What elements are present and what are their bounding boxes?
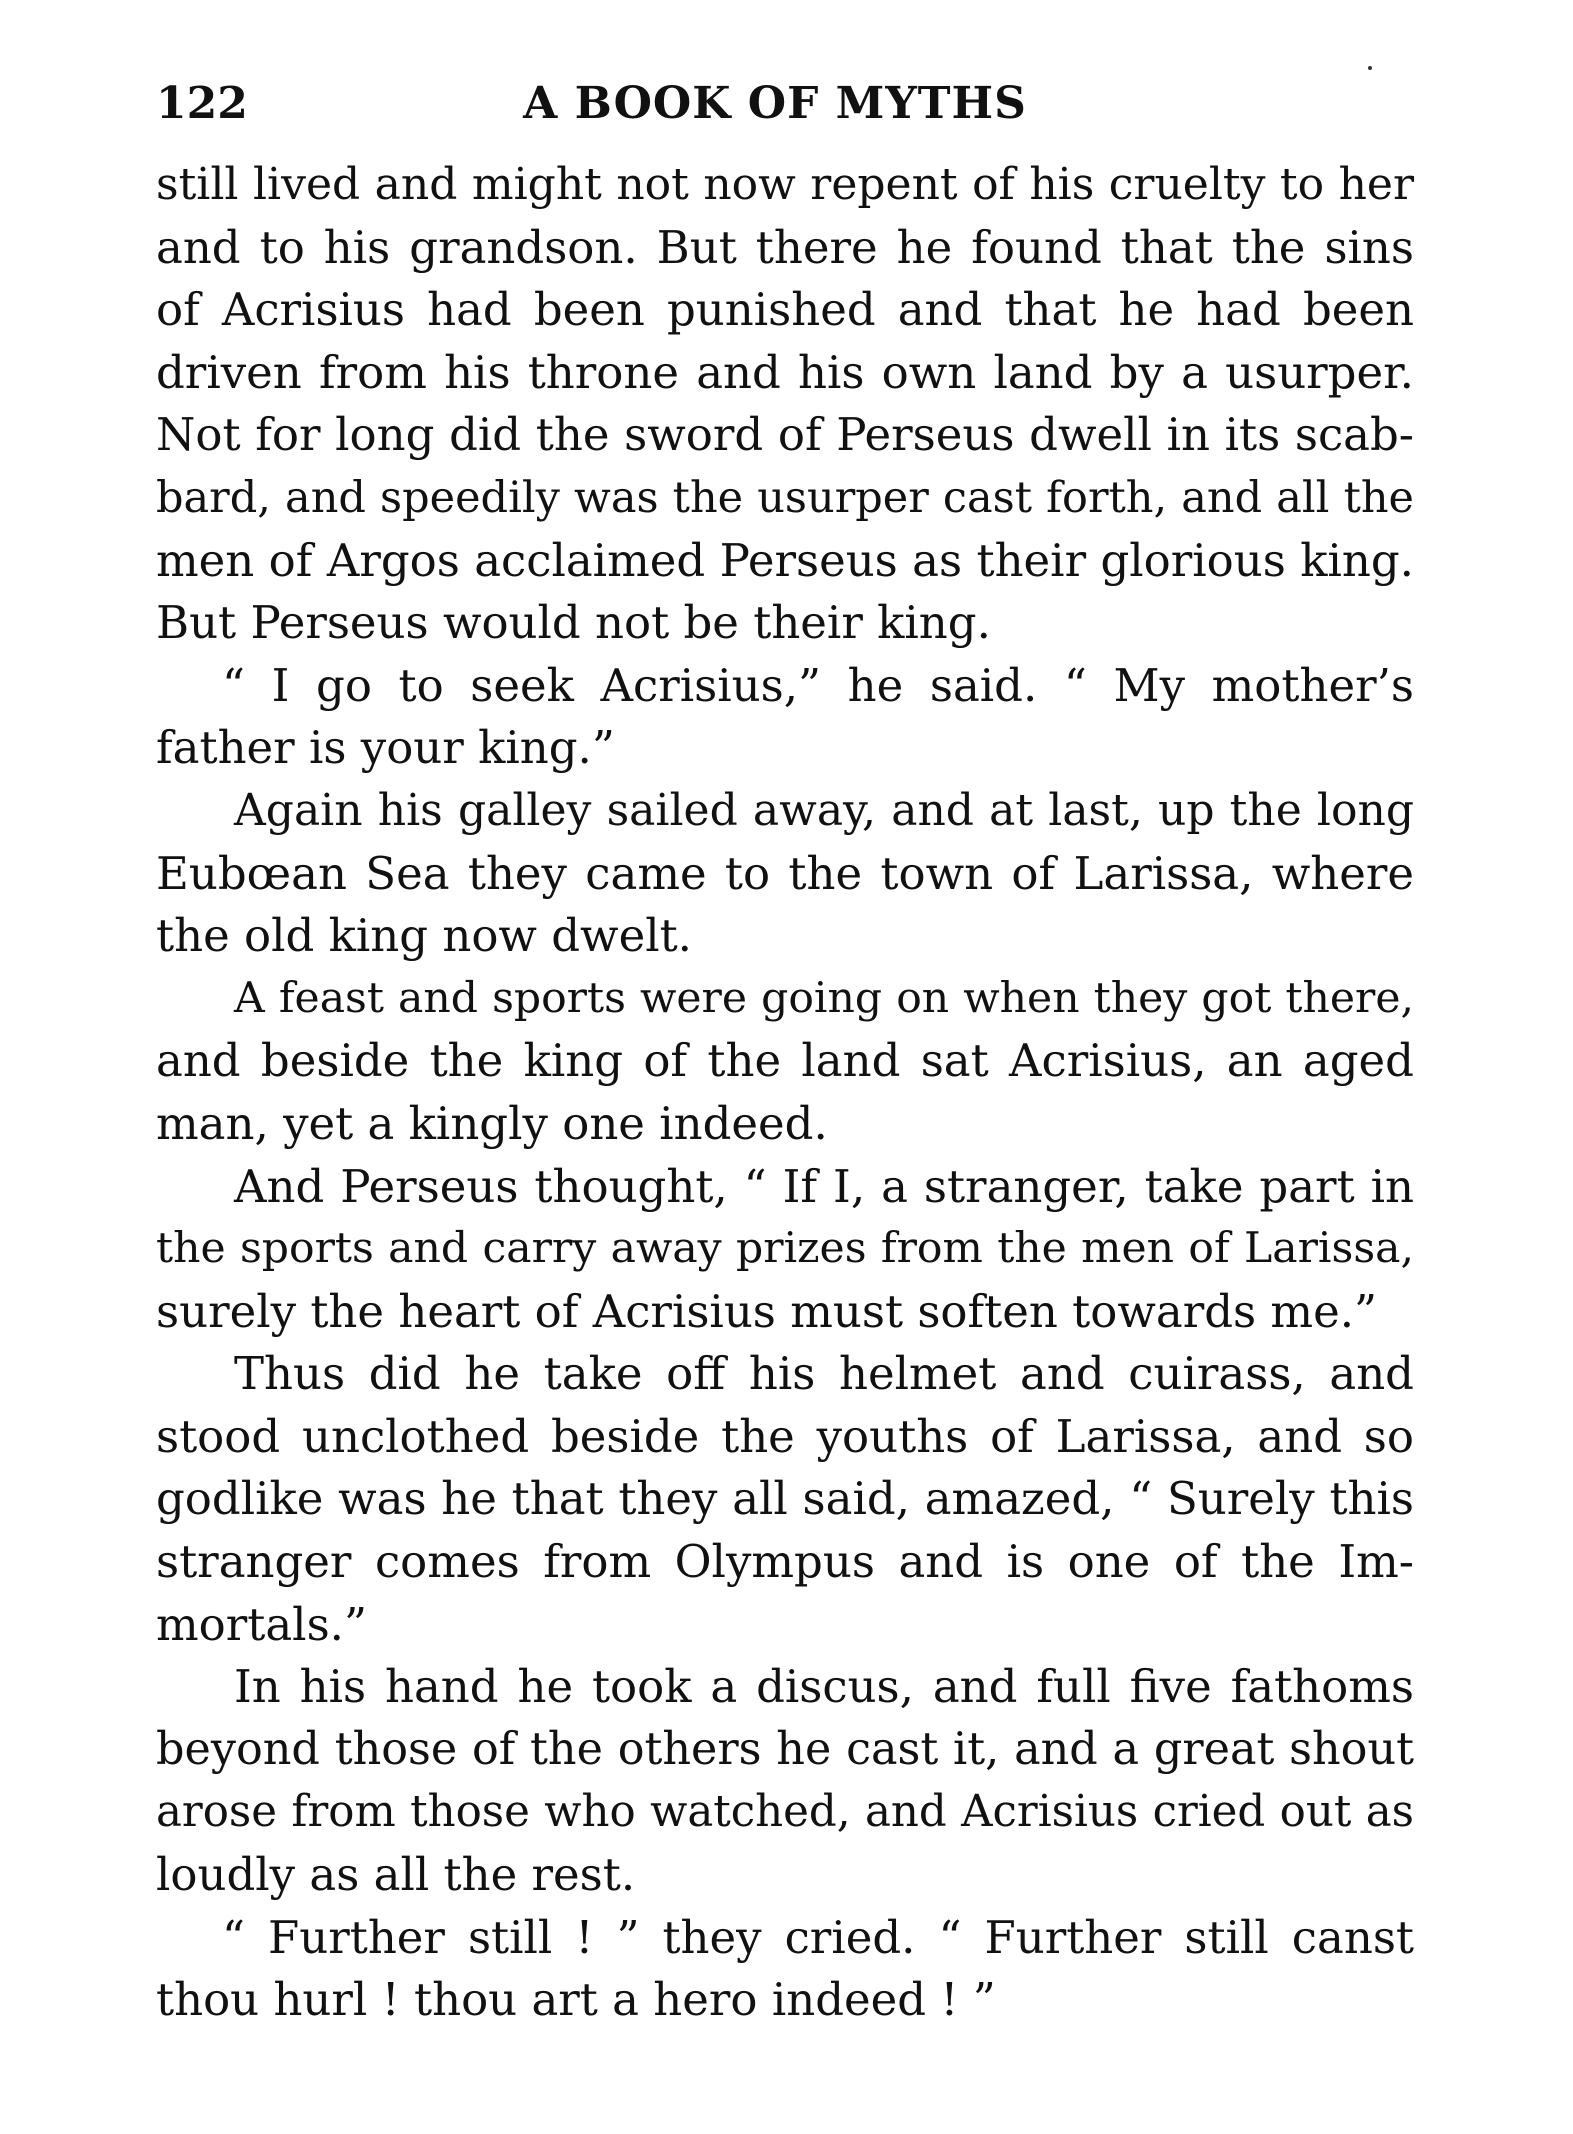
text-line: But Perseus would not be their king. (156, 596, 991, 650)
text-line: father is your king.” (156, 721, 615, 775)
text-line: driven from his throne and his own land by a usurper. (156, 345, 1414, 399)
text-line: thou hurl ! thou art a hero indeed ! ” (156, 1973, 996, 2027)
text-line: the sports and carry away prizes from the men of Larissa, (156, 1224, 1414, 1274)
book-title: A BOOK OF MYTHS (523, 78, 1027, 129)
text-line: stranger comes from Olympus and is one of the Im- (156, 1535, 1414, 1589)
text-line: surely the heart of Acrisius must soften towards me.” (156, 1284, 1378, 1338)
body-text (156, 154, 1414, 2032)
text-line: godlike was he that they all said, amazed, “ Surely this (156, 1472, 1414, 1526)
book-page (156, 78, 1414, 2032)
text-line: men of Argos acclaimed Perseus as their glorious king. (156, 533, 1414, 587)
text-line: Not for long did the sword of Perseus dwell in its scab- (156, 408, 1414, 462)
page-number: 122 (156, 78, 248, 129)
text-line: Again his galley sailed away, and at last, up the long (234, 784, 1414, 836)
text-line: loudly as all the rest. (156, 1848, 636, 1902)
text-line: Eubœan Sea they came to the town of Larissa, where (156, 846, 1414, 900)
text-line: of Acrisius had been punished and that he had been (156, 283, 1414, 337)
text-line: A feast and sports were going on when they got there, (234, 973, 1414, 1023)
text-line: And Perseus thought, “ If I, a stranger, take part in (234, 1159, 1414, 1213)
text-line: the old king now dwelt. (156, 909, 692, 963)
text-line: man, yet a kingly one indeed. (156, 1096, 828, 1150)
text-line: and to his grandson. But there he found that the sins (156, 220, 1414, 274)
running-head (156, 78, 1414, 148)
text-line: arose from those who watched, and Acrisius cried out as (156, 1787, 1414, 1838)
text-line: and beside the king of the land sat Acrisius, an aged (156, 1034, 1414, 1088)
text-line: bard, and speedily was the usurper cast forth, and all the (156, 472, 1414, 523)
text-line: beyond those of the others he cast it, and a great shout (156, 1723, 1414, 1775)
text-line: “ I go to seek Acrisius,” he said. “ My mother’s (222, 658, 1414, 712)
text-line: stood unclothed beside the youths of Larissa, and so (156, 1409, 1414, 1463)
text-line: mortals.” (156, 1597, 367, 1651)
print-speck (1368, 66, 1372, 70)
text-line: In his hand he took a discus, and full five fathoms (234, 1660, 1414, 1714)
text-line: still lived and might not now repent of his cruelty to her (156, 159, 1414, 210)
text-line: Thus did he take off his helmet and cuirass, and (234, 1347, 1414, 1401)
text-line: “ Further still ! ” they cried. “ Further still canst (222, 1910, 1414, 1964)
